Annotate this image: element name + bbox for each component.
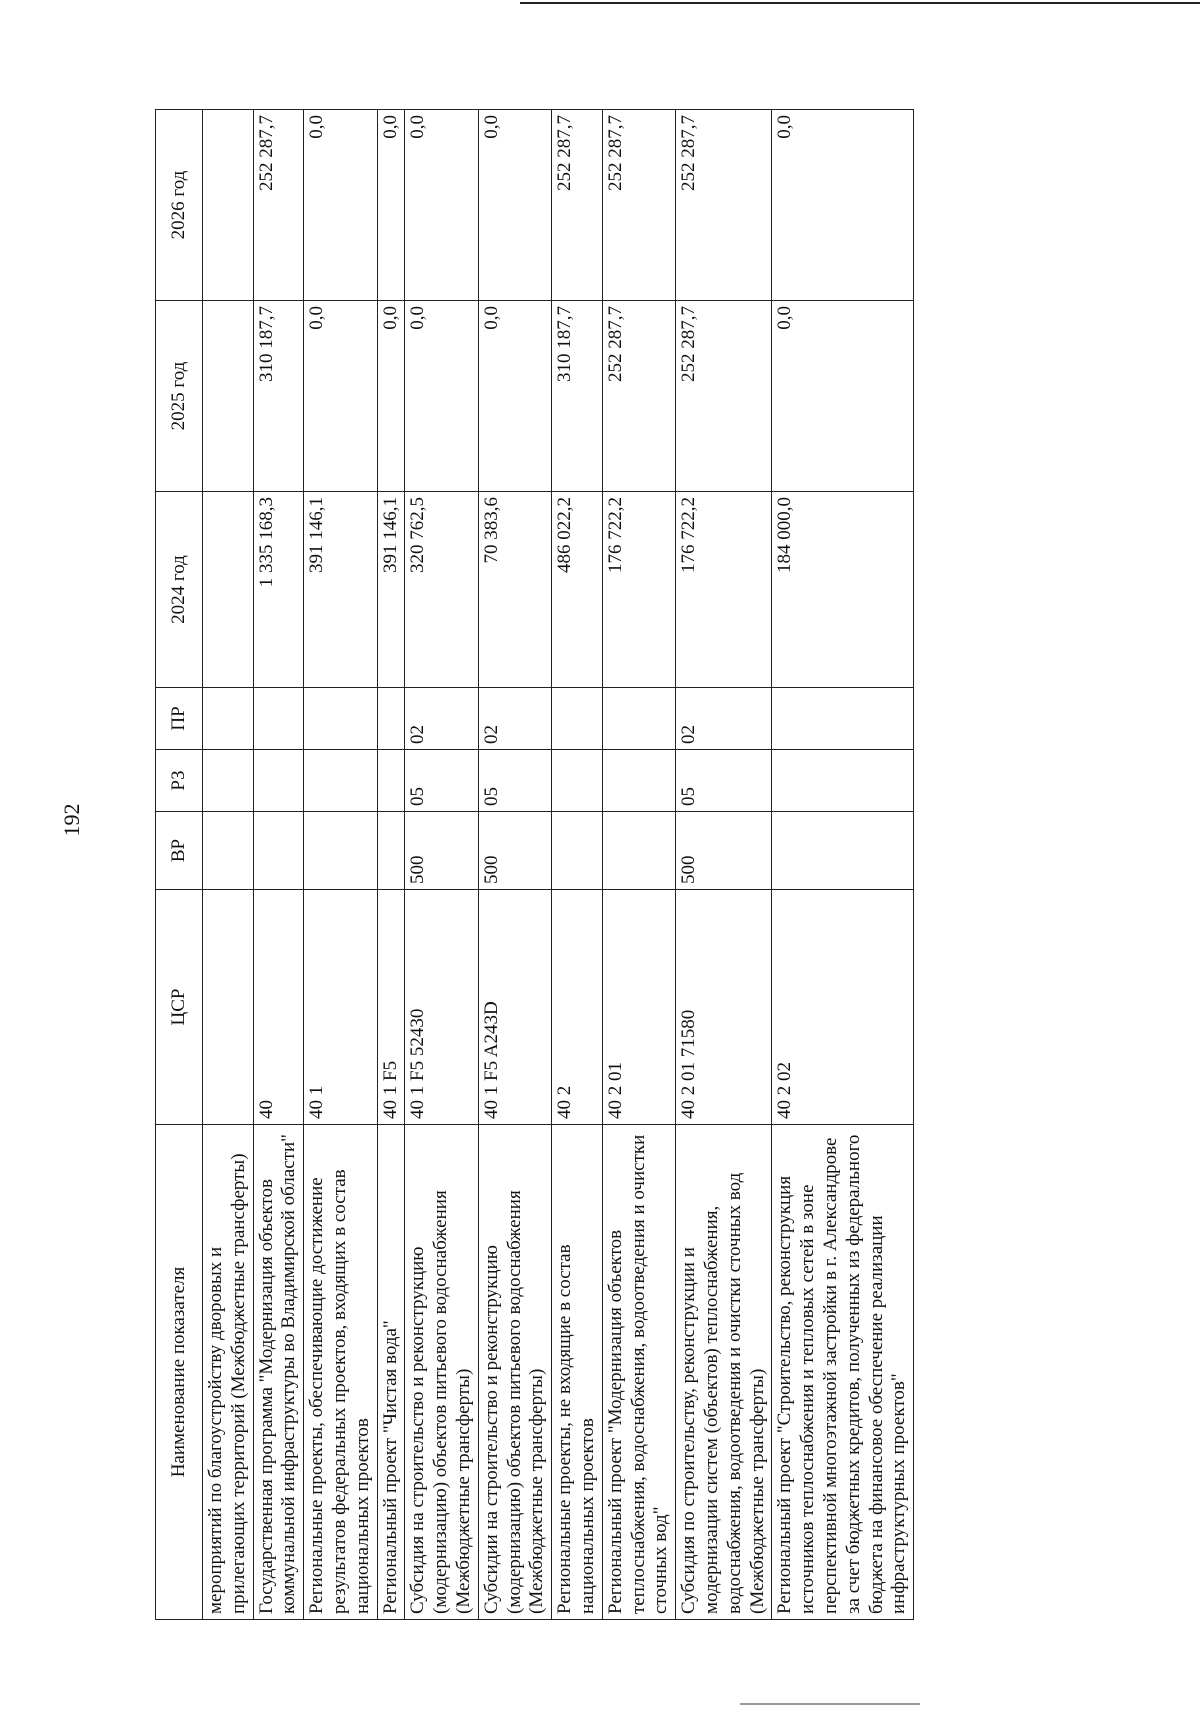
column-header-name: Наименование показателя [156,1125,203,1620]
cell-vr: 500 [478,812,551,890]
scan-edge-line [520,2,1200,4]
table-row [405,110,478,1620]
cell-2026: 0,0 [304,110,377,301]
cell-2026 [203,110,254,301]
cell-vr [377,812,405,890]
table-row [602,110,675,1620]
table-row [253,110,304,1620]
cell-vr [253,812,304,890]
rotated-table-wrapper [155,110,1105,1620]
table-row [304,110,377,1620]
cell-rz [203,750,254,812]
cell-pr [203,688,254,750]
column-header-csr: ЦСР [156,890,203,1125]
cell-csr: 40 2 [552,890,603,1125]
cell-2025: 0,0 [772,301,914,492]
cell-name: Субсидия на строительство и реконструкцию (модернизацию) объектов питьевого водоснабжения (Межбюджетные трансферты) [405,1125,478,1620]
cell-2025: 0,0 [304,301,377,492]
cell-2026: 0,0 [772,110,914,301]
cell-2026: 252 287,7 [253,110,304,301]
cell-2024: 176 722,2 [602,492,675,688]
cell-pr: 02 [676,688,772,750]
cell-pr: 02 [405,688,478,750]
header-row [156,110,203,1620]
cell-csr: 40 1 [304,890,377,1125]
cell-rz: 05 [676,750,772,812]
cell-name: Региональный проект "Строительство, реконструкция источников теплоснабжения и тепловых сетей в зоне перспективной многоэтажной застройки в г. Александрове за счет бюджетных кредитов, полученных из федерального бюджета на финансовое обеспечение реализации инфраструктурных проектов" [772,1125,914,1620]
cell-vr: 500 [405,812,478,890]
cell-2026: 0,0 [478,110,551,301]
cell-2024 [203,492,254,688]
cell-name: Региональный проект "Чистая вода" [377,1125,405,1620]
table-header [156,110,203,1620]
cell-2025: 0,0 [478,301,551,492]
table-row [676,110,772,1620]
table-row [478,110,551,1620]
column-header-vr: ВР [156,812,203,890]
cell-2026: 0,0 [405,110,478,301]
cell-2026: 252 287,7 [552,110,603,301]
cell-2026: 252 287,7 [676,110,772,301]
table-row [203,110,254,1620]
cell-name: Государственная программа "Модернизация объектов коммунальной инфраструктуры во Владимирской области" [253,1125,304,1620]
cell-csr: 40 1 F5 A243D [478,890,551,1125]
cell-2024: 320 762,5 [405,492,478,688]
cell-rz [304,750,377,812]
cell-vr [772,812,914,890]
cell-pr [552,688,603,750]
cell-pr [602,688,675,750]
cell-csr: 40 2 01 [602,890,675,1125]
cell-pr: 02 [478,688,551,750]
cell-2026: 0,0 [377,110,405,301]
cell-pr [772,688,914,750]
cell-name: Региональные проекты, не входящие в состав национальных проектов [552,1125,603,1620]
table-body [203,110,914,1620]
table-row [377,110,405,1620]
column-header-2025: 2025 год [156,301,203,492]
cell-2025: 0,0 [405,301,478,492]
page-number: 192 [59,803,84,837]
cell-rz [772,750,914,812]
cell-2024: 391 146,1 [304,492,377,688]
column-header-2026: 2026 год [156,110,203,301]
cell-2025: 310 187,7 [552,301,603,492]
cell-name: Региональный проект "Модернизация объектов теплоснабжения, водоснабжения, водоотведения и очистки сточных вод" [602,1125,675,1620]
cell-2025: 0,0 [377,301,405,492]
cell-csr: 40 2 02 [772,890,914,1125]
cell-vr [552,812,603,890]
cell-vr: 500 [676,812,772,890]
cell-rz [602,750,675,812]
table-row [552,110,603,1620]
scan-edge-line-bottom [740,1703,920,1705]
cell-csr: 40 1 F5 [377,890,405,1125]
cell-2024: 70 383,6 [478,492,551,688]
cell-csr: 40 [253,890,304,1125]
cell-rz [377,750,405,812]
column-header-rz: РЗ [156,750,203,812]
cell-2024: 176 722,2 [676,492,772,688]
table-row [772,110,914,1620]
cell-name: мероприятий по благоустройству дворовых и прилегающих территорий (Межбюджетные трансферты) [203,1125,254,1620]
cell-rz: 05 [405,750,478,812]
cell-rz: 05 [478,750,551,812]
cell-2024: 1 335 168,3 [253,492,304,688]
cell-2025 [203,301,254,492]
cell-rz [253,750,304,812]
cell-2025: 252 287,7 [676,301,772,492]
cell-name: Субсидии на строительство и реконструкцию (модернизацию) объектов питьевого водоснабжения (Межбюджетные трансферты) [478,1125,551,1620]
cell-vr [203,812,254,890]
cell-2026: 252 287,7 [602,110,675,301]
cell-pr [304,688,377,750]
cell-name: Региональные проекты, обеспечивающие достижение результатов федеральных проектов, входящих в состав национальных проектов [304,1125,377,1620]
cell-vr [602,812,675,890]
cell-2025: 310 187,7 [253,301,304,492]
cell-csr: 40 2 01 71580 [676,890,772,1125]
budget-table [155,109,914,1620]
column-header-2024: 2024 год [156,492,203,688]
cell-name: Субсидия по строительству, реконструкции и модернизации систем (объектов) теплоснабжения, водоснабжения, водоотведения и очистки сточных вод (Межбюджетные трансферты) [676,1125,772,1620]
cell-2024: 391 146,1 [377,492,405,688]
cell-2025: 252 287,7 [602,301,675,492]
column-header-pr: ПР [156,688,203,750]
cell-pr [377,688,405,750]
cell-2024: 486 022,2 [552,492,603,688]
cell-csr [203,890,254,1125]
cell-rz [552,750,603,812]
cell-csr: 40 1 F5 52430 [405,890,478,1125]
cell-2024: 184 000,0 [772,492,914,688]
cell-vr [304,812,377,890]
cell-pr [253,688,304,750]
